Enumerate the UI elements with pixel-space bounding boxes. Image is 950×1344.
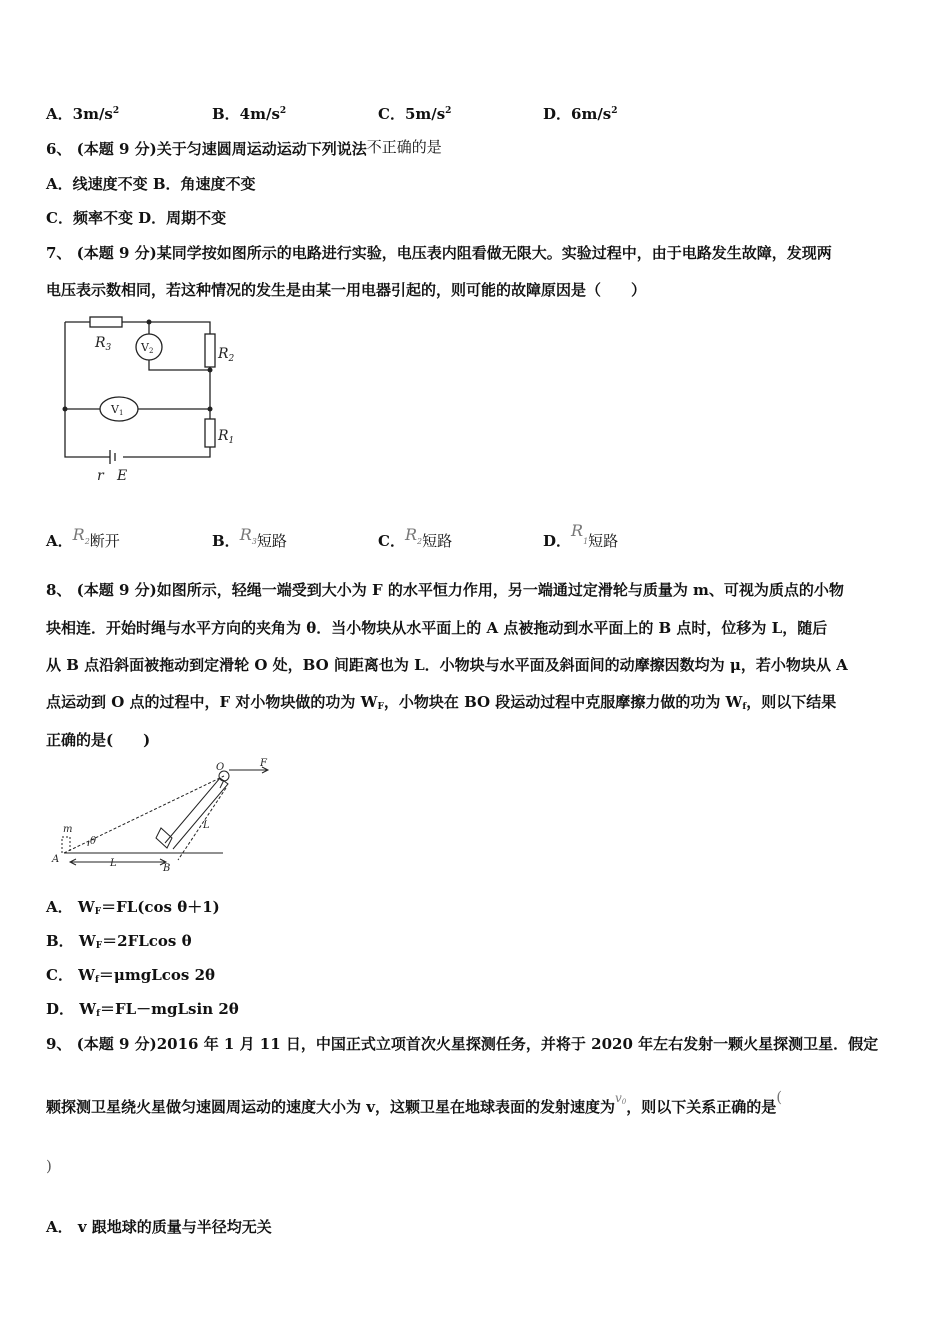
q7-circuit-figure	[55, 312, 255, 492]
svg-text:V1: V1	[111, 403, 124, 417]
q7-option-d: D．$R_1$短路	[543, 521, 619, 550]
q8-incline-figure	[48, 758, 278, 878]
battery	[110, 450, 115, 464]
svg-text:R1: $R_1$	[218, 428, 235, 446]
r1-resistor	[205, 419, 215, 447]
q9-option-a: A． v 跟地球的质量与半径均无关	[46, 1218, 272, 1236]
svg-text:R2: $R_2$	[218, 346, 235, 364]
q7-option-b: B．$R_3$短路	[212, 525, 287, 550]
svg-text:L: L	[110, 858, 117, 869]
q8-stem-line1: 8、 (本题 9 分)如图所示，轻绳一端受到大小为 F 的水平恒力作用，另一端通过定滑轮与质量为 m、可视为质点的小物	[46, 581, 844, 599]
q8-option-d: D． $W_f=FL-mgLsin$ 2θ	[46, 1000, 239, 1019]
q7-option-a: A．$R_2$断开	[46, 525, 120, 550]
q9-stem-line1: 9、 (本题 9 分)2016 年 1 月 11 日，中国正式立项首次火星探测任务，并将于 2020 年左右发射一颗火星探测卫星．假定	[46, 1035, 879, 1053]
q5-option-b: B．$4m/s^2$	[212, 105, 287, 123]
q6-stem: 6、 (本题 9 分)关于匀速圆周运动运动下列说法不正确的是	[46, 138, 442, 158]
svg-text:r: r	[97, 468, 104, 484]
svg-text:B: B	[163, 863, 171, 874]
svg-text:F: F	[260, 758, 267, 769]
q9-paren-close: )	[46, 1157, 52, 1175]
q7-stem-line2: 电压表示数相同，若这种情况的发生是由某一用电器引起的，则可能的故障原因是（ ）	[46, 281, 647, 299]
svg-text:O: O	[216, 762, 225, 773]
svg-text:A: A	[52, 854, 60, 865]
q6-options-cd: C．频率不变 D．周期不变	[46, 209, 227, 227]
q8-option-b: B． $W_F=2FLcos$ θ	[46, 932, 192, 951]
q5-option-d: D．$6m/s^2$	[543, 105, 618, 123]
q5-option-c: C．$5m/s^2$	[378, 105, 452, 123]
q8-option-a: A． $W_F=FL(\cos$ θ＋1)	[46, 898, 220, 917]
q5-option-a: A．$3m/s^2$	[46, 105, 120, 123]
r2-resistor	[205, 334, 215, 367]
r3-resistor	[90, 317, 122, 327]
q7-option-c: C．$R_2$短路	[378, 525, 453, 550]
q8-option-c: C． $W_f=\mu mgLcos$ 2θ	[46, 966, 216, 985]
svg-text:V2: V2	[141, 341, 154, 355]
q9-stem-line2: 颗探测卫星绕火星做匀速圆周运动的速度大小为 v，这颗卫星在地球表面的发射速度为$^{v0}$，则以下关系正确的是(	[46, 1088, 783, 1116]
q8-stem-line3: 从 B 点沿斜面被拖动到定滑轮 O 处，BO 间距离也为 L．小物块与水平面及斜面间的动摩擦因数均为 μ，若小物块从 A	[46, 656, 848, 674]
svg-text:θ: θ	[90, 836, 97, 847]
q7-stem-line1: 7、 (本题 9 分)某同学按如图所示的电路进行实验，电压表内阻看做无限大。实验过程中，由于电路发生故障，发现两	[46, 244, 832, 262]
q8-stem-line4: 点运动到 O 点的过程中，F 对小物块做的功为 $W_F$，小物块在 BO 段运动过程中克服摩擦力做的功为 $W_f$，则以下结果	[46, 693, 837, 712]
q6-options-ab: A．线速度不变 B．角速度不变	[46, 175, 256, 193]
svg-text:m: m	[63, 824, 73, 835]
q8-stem-line5: 正确的是( )	[46, 731, 151, 749]
svg-text:R3: $R_3$	[95, 335, 112, 353]
svg-text:L: L	[203, 820, 210, 831]
q8-stem-line2: 块相连．开始时绳与水平方向的夹角为 θ．当小物块从水平面上的 A 点被拖动到水平面上的 B 点时，位移为 L，随后	[46, 619, 828, 637]
svg-text:E: E	[117, 468, 128, 484]
